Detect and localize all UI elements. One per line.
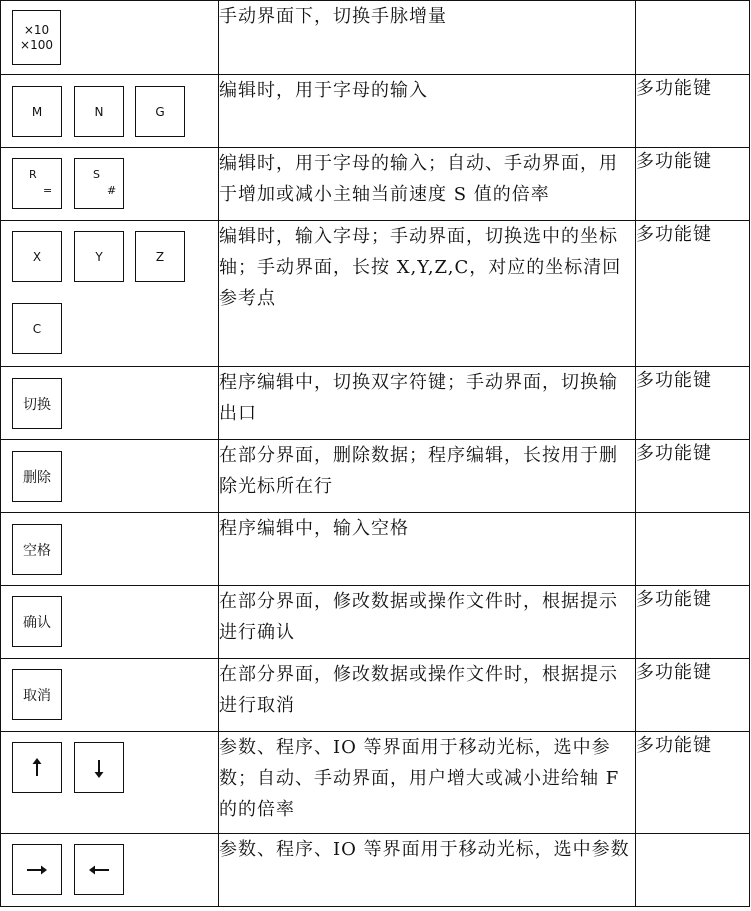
arrow-left-icon [88, 859, 110, 881]
arrow-up-icon [26, 757, 48, 779]
key-x: X [12, 231, 62, 282]
key-n: N [74, 86, 124, 137]
table-row [1, 834, 750, 907]
note-cell: 多功能键 [636, 659, 750, 732]
table-row [1, 221, 750, 367]
note-cell: 多功能键 [636, 586, 750, 659]
table-row [1, 659, 750, 732]
key-cell [1, 75, 219, 148]
description-cell: 编辑时，输入字母；手动界面，切换选中的坐标轴；手动界面，长按 X,Y,Z,C，对应的坐标清回参考点 [219, 221, 636, 367]
key-s-hash [74, 158, 124, 209]
right-key [12, 844, 62, 895]
key-cell [1, 834, 219, 907]
description-cell: 编辑时，用于字母的输入；自动、手动界面，用于增加或减小主轴当前速度 S 值的倍率 [219, 148, 636, 221]
key-cell [1, 440, 219, 513]
key-c: C [12, 303, 62, 354]
note-cell [636, 834, 750, 907]
down-key [74, 742, 124, 793]
key-z: Z [135, 231, 185, 282]
table-row [1, 586, 750, 659]
note-cell: 多功能键 [636, 367, 750, 440]
description-cell: 程序编辑中，输入空格 [219, 513, 636, 586]
table-row [1, 1, 750, 75]
space-key: 空格 [12, 524, 62, 575]
key-cell [1, 659, 219, 732]
description-cell: 在部分界面，修改数据或操作文件时，根据提示进行取消 [219, 659, 636, 732]
key-g: G [135, 86, 185, 137]
confirm-key: 确认 [12, 596, 62, 647]
key-cell [1, 586, 219, 659]
note-cell [636, 513, 750, 586]
description-cell: 参数、程序、IO 等界面用于移动光标，选中参数；自动、手动界面，用户增大或减小进给轴 F 的的倍率 [219, 732, 636, 834]
note-cell: 多功能键 [636, 221, 750, 367]
key-m: M [12, 86, 62, 137]
increment-key [12, 10, 61, 65]
key-main-char: S [93, 168, 100, 181]
key-line: ×10 [23, 22, 50, 37]
key-cell [1, 732, 219, 834]
table-row [1, 75, 750, 148]
key-cell [1, 367, 219, 440]
description-cell: 参数、程序、IO 等界面用于移动光标，选中参数 [219, 834, 636, 907]
table-row [1, 513, 750, 586]
arrow-right-icon [26, 859, 48, 881]
switch-key: 切换 [12, 378, 62, 429]
description-cell: 程序编辑中，切换双字符键；手动界面，切换输出口 [219, 367, 636, 440]
note-cell: 多功能键 [636, 732, 750, 834]
note-cell: 多功能键 [636, 148, 750, 221]
key-cell [1, 221, 219, 367]
left-key [74, 844, 124, 895]
arrow-down-icon [88, 757, 110, 779]
key-r-equals [12, 158, 62, 209]
key-y: Y [74, 231, 124, 282]
key-main-char: R [29, 168, 37, 181]
note-cell: 多功能键 [636, 440, 750, 513]
up-key [12, 742, 62, 793]
description-cell: 在部分界面，修改数据或操作文件时，根据提示进行确认 [219, 586, 636, 659]
description-cell: 编辑时，用于字母的输入 [219, 75, 636, 148]
cancel-key: 取消 [12, 669, 62, 720]
key-cell [1, 148, 219, 221]
table-row [1, 367, 750, 440]
table-row [1, 440, 750, 513]
key-cell [1, 513, 219, 586]
description-cell: 在部分界面，删除数据；程序编辑，长按用于删除光标所在行 [219, 440, 636, 513]
description-cell: 手动界面下，切换手脉增量 [219, 1, 636, 75]
table-row [1, 732, 750, 834]
table-row [1, 148, 750, 221]
note-cell [636, 1, 750, 75]
key-sub-char: # [107, 184, 117, 197]
key-line: ×100 [20, 37, 53, 52]
delete-key: 删除 [12, 451, 62, 502]
note-cell: 多功能键 [636, 75, 750, 148]
key-cell [1, 1, 219, 75]
key-sub-char: = [43, 184, 53, 197]
